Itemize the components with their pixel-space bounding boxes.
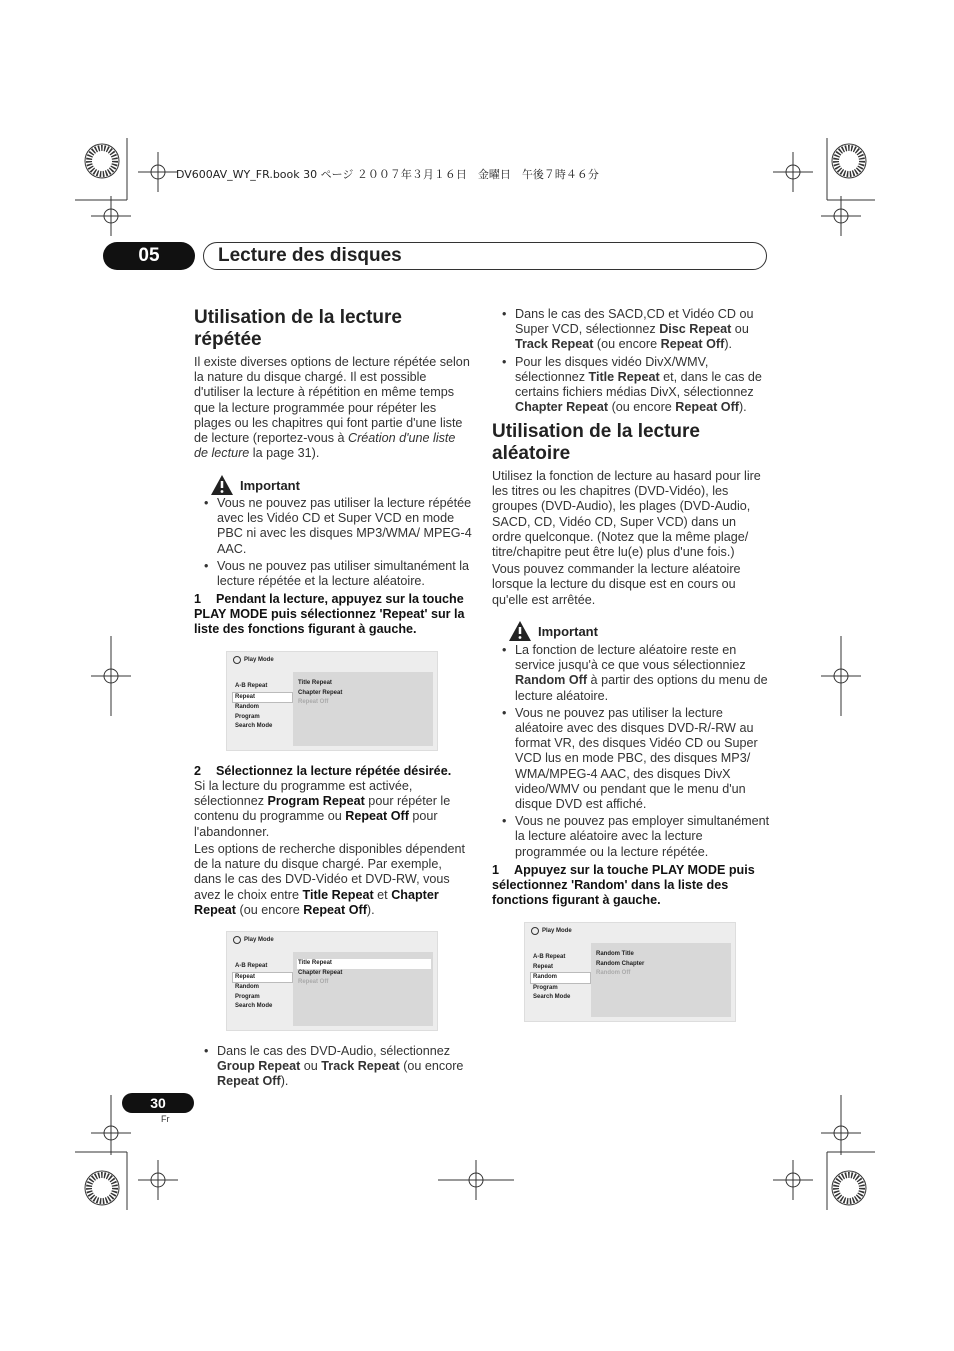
osd-option: Random Chapter (596, 960, 645, 967)
print-header: DV600AV_WY_FR.book 30 ページ ２００７年３月１６日 金曜日 午後７時４６分 (176, 168, 599, 181)
list-item: • La fonction de lecture aléatoire reste en service jusqu'à ce que vous sélectionniez Random Off à partir des options du menu de lecture aléatoire. (492, 643, 770, 704)
chapter-title: Lecture des disques (203, 242, 767, 270)
osd-option: Random Off (596, 970, 631, 976)
list-item: • Pour les disques vidéo DivX/WMV, sélectionnez Title Repeat et, dans le cas de certains fichiers médias DivX, sélectionnez Chapter Repeat (ou encore Repeat Off). (492, 355, 768, 416)
warning-icon (508, 620, 532, 642)
list-item: • Vous ne pouvez pas utiliser simultanément la lecture répétée et la lecture aléatoire. (194, 559, 472, 589)
list-item: • Vous ne pouvez pas employer simultanément la lecture aléatoire avec la lecture programmée ou la lecture répétée. (492, 814, 770, 860)
osd-menu-item: Program (533, 984, 558, 991)
osd-options-panel (591, 943, 731, 1017)
osd-menu-item-selected: Repeat (232, 972, 293, 984)
osd-menu-item: A-B Repeat (235, 963, 268, 969)
random-control-paragraph: Vous pouvez commander la lecture aléatoire lorsque la lecture du disque est en cours ou qu'elle est arrêtée. (492, 562, 741, 607)
osd-title: Play Mode (244, 937, 274, 943)
osd-options-panel (293, 672, 433, 746)
osd-menu-item: Program (235, 713, 260, 720)
osd-menu-item-selected: Repeat (232, 692, 293, 704)
osd-menu-item: Random (235, 704, 259, 710)
osd-menu-item: Search Mode (235, 1003, 273, 1009)
disc-icon (531, 927, 539, 935)
search-options-paragraph: Les options de recherche disponibles dépendent de la nature du disque chargé. Par exemple, dans le cas des DVD-Vidéo et DVD-RW, vous avez le choix entre Title Repeat et Chapter Repeat (ou encore Repeat Off). (194, 842, 465, 917)
chapter-number: 05 (103, 242, 195, 270)
osd-menu-item: Random (235, 984, 259, 990)
random-section (492, 421, 768, 608)
osd-random (524, 922, 736, 1022)
step-2-repeat: 2 Sélectionnez la lecture répétée désirée. (194, 764, 452, 778)
important-label: Important (538, 623, 598, 639)
important-heading-random (508, 620, 598, 642)
section-heading-repeat: Utilisation de la lecture répétée (194, 307, 402, 350)
list-item: • Vous ne pouvez pas utiliser la lecture répétée avec les Vidéo CD et Super VCD en mode PBC ni avec les disques MP3/WMA/ MPEG-4 AAC. (194, 496, 472, 557)
osd-option: Chapter Repeat (298, 969, 343, 976)
osd-menu (531, 953, 591, 1003)
list-item: • Dans le cas des SACD,CD et Vidéo CD ou Super VCD, sélectionnez Disc Repeat ou Track Repeat (ou encore Repeat Off). (492, 307, 768, 353)
important-list (194, 496, 472, 591)
osd-option-selected: Title Repeat (297, 959, 431, 969)
page-number: 30 (122, 1093, 194, 1113)
osd-option: Repeat Off (298, 699, 329, 705)
step-1-repeat: 1 Pendant la lecture, appuyez sur la touche PLAY MODE puis sélectionnez 'Repeat' sur la liste des fonctions figurant à gauche. (194, 592, 465, 637)
osd-options-panel (293, 952, 433, 1026)
step-1-random: 1 Appuyez sur la touche PLAY MODE puis sélectionnez 'Random' dans la liste des fonctions figurant à gauche. (492, 863, 755, 908)
osd-title: Play Mode (542, 928, 572, 934)
osd-menu (233, 962, 293, 1012)
language-code: Fr (161, 1114, 170, 1124)
osd-menu-item: Search Mode (533, 994, 571, 1000)
random-intro-paragraph: Utilisez la fonction de lecture au hasard pour lire les titres ou les chapitres (DVD-Vidéo), les groupes (DVD-Audio), les plages (DVD-Audio, SACD, CD, Vidéo CD, Super VCD) dans un ordre quelconque. (Notez que la même plage/ titre/chapitre peut être lu(e) plus d'une fois.) (492, 469, 761, 560)
list-item: • Vous ne pouvez pas utiliser la lecture aléatoire avec des disques DVD-R/-RW au format VR, des disques Vidéo CD ou Super VCD lus en mode PBC, des disques MP3/ WMA/MPEG-4 AAC, des disques DivX video/WMV ou pendant que le menu d'un disque DVD est affiché. (492, 706, 770, 812)
important-label: Important (240, 477, 300, 493)
osd-repeat-1 (226, 651, 438, 751)
repeat-options-list (492, 307, 768, 417)
osd-menu-item: A-B Repeat (235, 683, 268, 689)
osd-menu-item: Program (235, 993, 260, 1000)
disc-icon (233, 656, 241, 664)
osd-option: Repeat Off (298, 979, 329, 985)
osd-menu-item-selected: Random (530, 972, 591, 984)
important-heading (210, 474, 300, 496)
osd-menu-item: A-B Repeat (533, 954, 566, 960)
osd-menu-item: Search Mode (235, 723, 273, 729)
section-heading-random: Utilisation de la lecture aléatoire (492, 421, 700, 464)
warning-icon (210, 474, 234, 496)
osd-repeat-2 (226, 931, 438, 1031)
osd-option: Chapter Repeat (298, 689, 343, 696)
disc-icon (233, 936, 241, 944)
intro-paragraph: Il existe diverses options de lecture répétée selon la nature du disque chargé. Il est possible d'utiliser la lecture à répétition en même temps que la lecture programmée pour répéter les plages ou les chapitres qui font partie d'une liste de lecture (reportez-vous à Création d'une liste de lecture la page 31). (194, 355, 470, 461)
osd-option: Title Repeat (298, 680, 332, 686)
osd-menu-item: Repeat (533, 963, 554, 970)
program-repeat-paragraph: Si la lecture du programme est activée, sélectionnez Program Repeat pour répéter le contenu du programme ou Repeat Off pour l'abandonner. (194, 779, 451, 839)
osd-menu (233, 682, 293, 732)
osd-title: Play Mode (244, 657, 274, 663)
list-item: • Dans le cas des DVD-Audio, sélectionnez Group Repeat ou Track Repeat (ou encore Repeat Off). (194, 1044, 472, 1090)
osd-option: Random Title (596, 951, 634, 957)
left-column (194, 307, 470, 461)
dvd-audio-list (194, 1044, 472, 1092)
important-list-random (492, 643, 770, 862)
